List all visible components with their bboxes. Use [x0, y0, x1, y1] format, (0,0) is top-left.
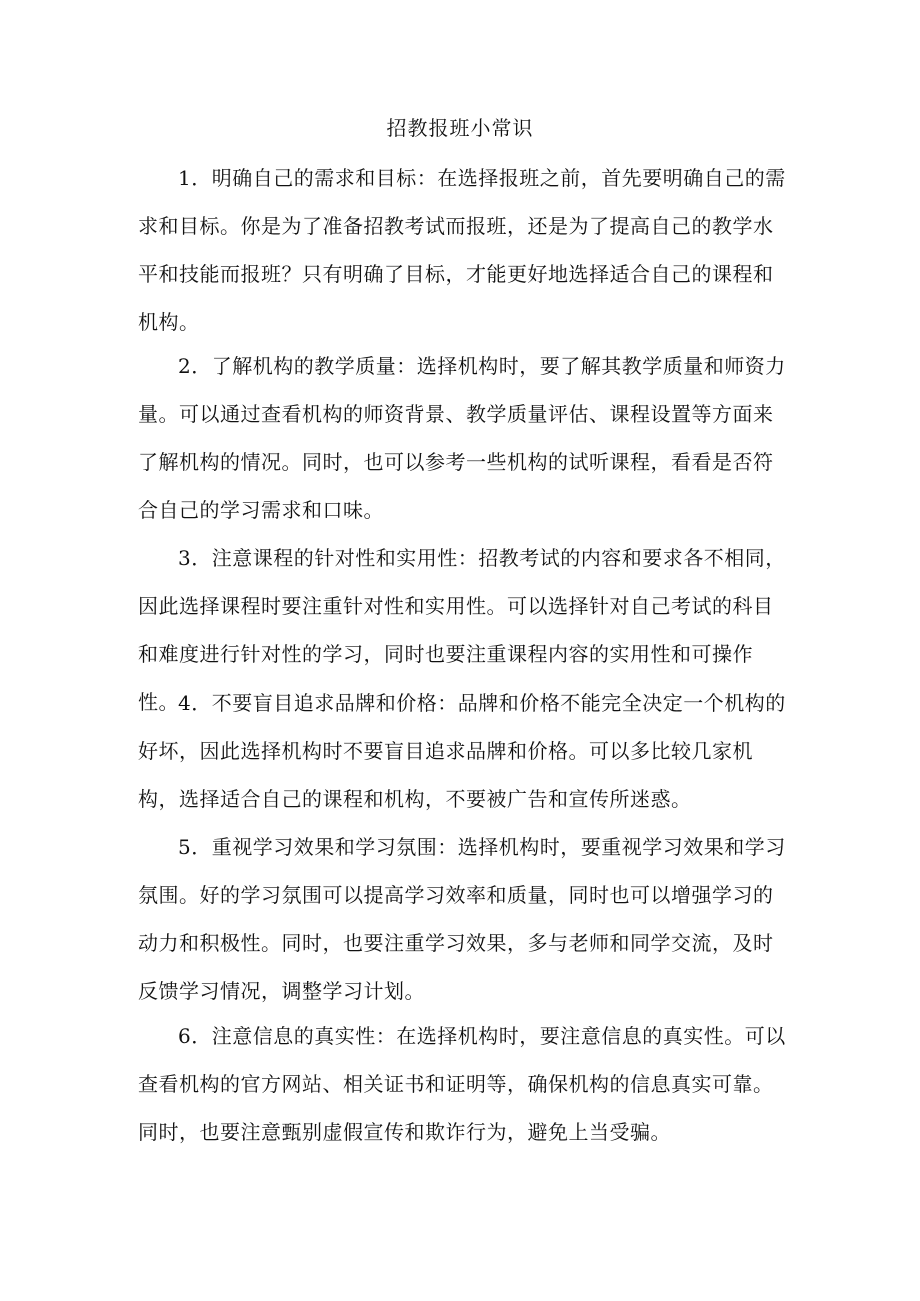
- paragraph-6: 6．注意信息的真实性：在选择机构时，要注意信息的真实性。可以查看机构的官方网站、相关证书和证明等，确保机构的信息真实可靠。同时，也要注意甄别虚假宣传和欺诈行为，避免上当受骗。: [138, 1024, 786, 1144]
- paragraph-4: 4．不要盲目追求品牌和价格：品牌和价格不能完全决定一个机构的好坏，因此选择机构时不要盲目追求品牌和价格。可以多比较几家机构，选择适合自己的课程和机构，不要被广告和宣传所迷惑。: [138, 691, 786, 811]
- document-title: 招教报班小常识: [386, 116, 534, 140]
- paragraph-1: 1．明确自己的需求和目标：在选择报班之前，首先要明确自己的需求和目标。你是为了准备招教考试而报班，还是为了提高自己的教学水平和技能而报班？只有明确了目标，才能更好地选择适合自己的课程和机构。: [138, 166, 786, 334]
- paragraph-3: 3．注意课程的针对性和实用性：招教考试的内容和要求各不相同，因此选择课程时要注重针对性和实用性。可以选择针对自己考试的科目和难度进行针对性的学习，同时也要注重课程内容的实用性和可操作性。: [138, 546, 786, 714]
- paragraph-5: 5．重视学习效果和学习氛围：选择机构时，要重视学习效果和学习氛围。好的学习氛围可以提高学习效率和质量，同时也可以增强学习的动力和积极性。同时，也要注重学习效果，多与老师和同学交流，及时反馈学习情况，调整学习计划。: [138, 835, 786, 1003]
- paragraph-2: 2．了解机构的教学质量：选择机构时，要了解其教学质量和师资力量。可以通过查看机构的师资背景、教学质量评估、课程设置等方面来了解机构的情况。同时，也可以参考一些机构的试听课程，看看是否符合自己的学习需求和口味。: [138, 354, 786, 522]
